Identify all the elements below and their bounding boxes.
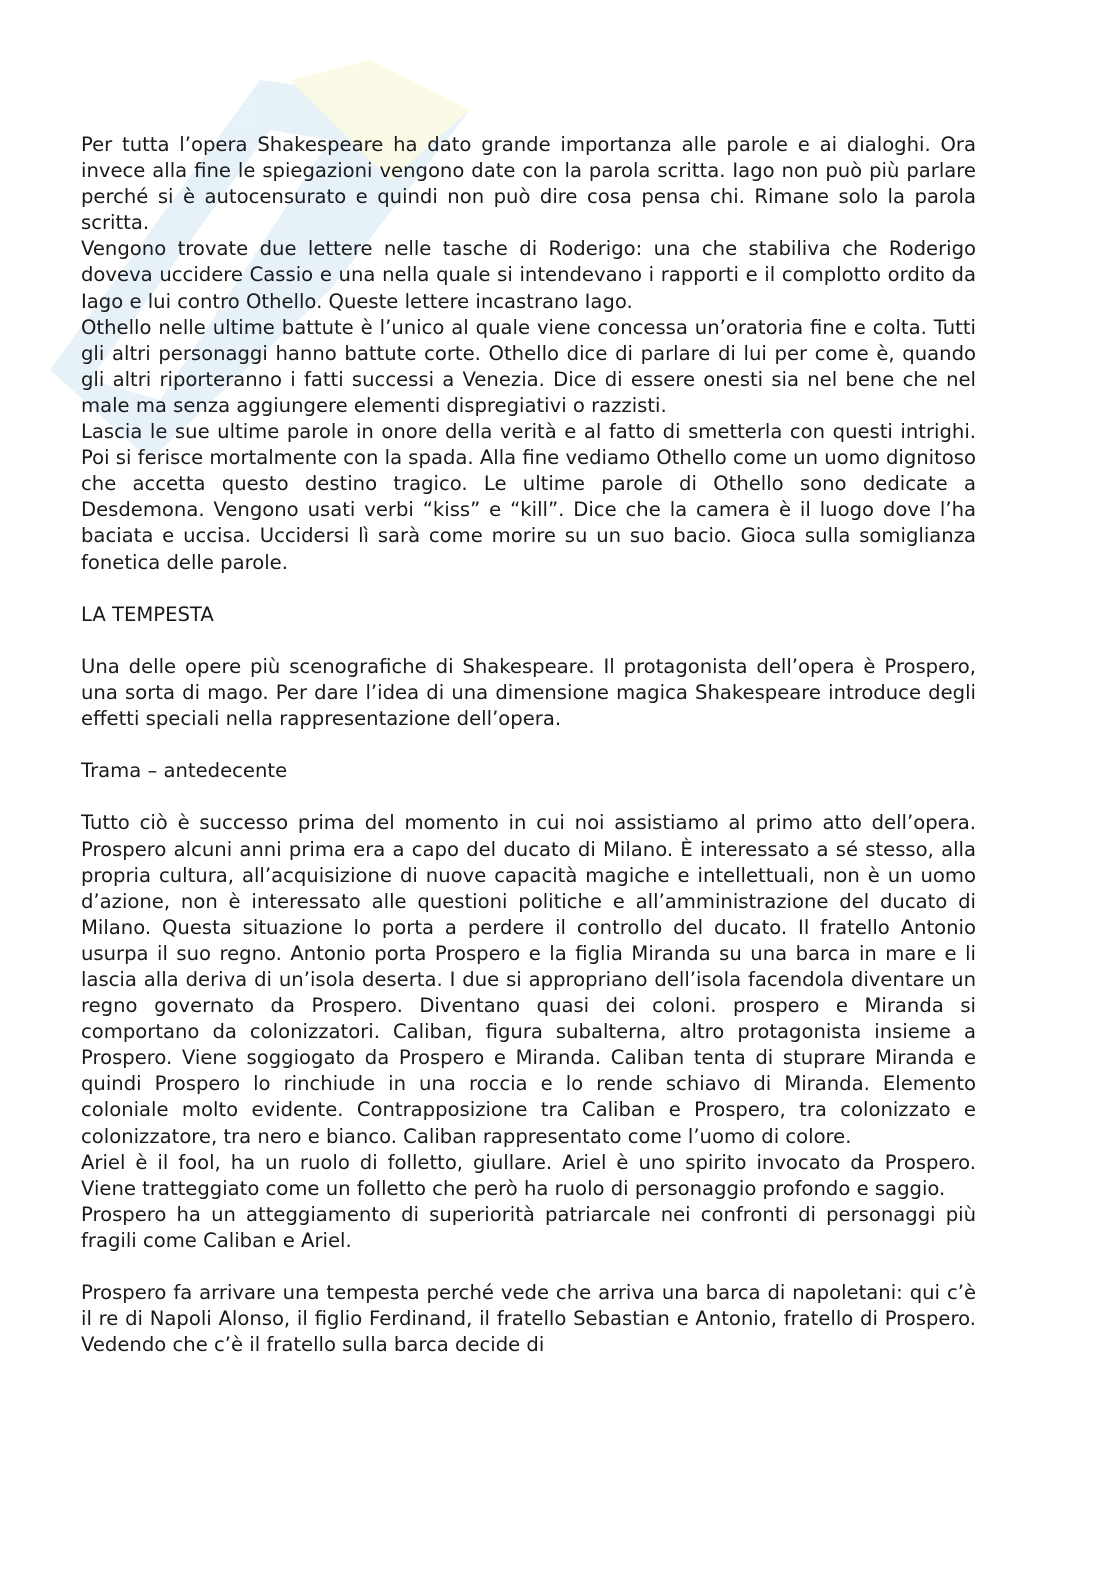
document-body (81, 132, 976, 1358)
paragraph-prospero-superiority: Prospero ha un atteggiamento di superiorità patriarcale nei confronti di personaggi più fragili come Caliban e Ariel. (81, 1202, 976, 1252)
spacer (81, 732, 976, 758)
spacer (81, 576, 976, 602)
spacer (81, 784, 976, 810)
paragraph-roderigo-letters: Vengono trovate due lettere nelle tasche di Roderigo: una che stabiliva che Roderigo doveva uccidere Cassio e una nella quale si intendevano i rapporti e il complotto ordito da Iago e lui contro Othello. Queste lettere incastrano Iago. (81, 237, 976, 313)
spacer (81, 1254, 976, 1280)
paragraph-tempesta-intro: Una delle opere più scenografiche di Shakespeare. Il protagonista dell’opera è Prospero, una sorta di mago. Per dare l’idea di una dimensione magica Shakespeare introduce degli effetti speciali nella rappresentazione dell’opera. (81, 654, 976, 731)
paragraph-ariel: Ariel è il fool, ha un ruolo di folletto, giullare. Ariel è uno spirito invocato da Prospero. Viene tratteggiato come un folletto che però ha ruolo di personaggio profondo e saggio. (81, 1150, 976, 1200)
spacer (81, 628, 976, 654)
paragraph-tempesta-arrival: Prospero fa arrivare una tempesta perché vede che arriva una barca di napoletani: qui c’è il re di Napoli Alonso, il figlio Ferdinand, il fratello Sebastian e Antonio, fratello di Prospero. Vedendo che c’è il fratello sulla barca decide di (81, 1281, 976, 1357)
paragraph-othello-death: Lascia le sue ultime parole in onore della verità e al fatto di smetterla con questi intrighi. Poi si ferisce mortalmente con la spada. Alla fine vediamo Othello come un uomo dignitoso che accetta questo destino tragico. Le ultime parole di Othello sono dedicate a Desdemona. Vengono usati verbi “kiss” e “kill”. Dice che la camera è il luogo dove l’ha baciata e uccisa. Uccidersi lì sarà come morire su un suo bacio. Gioca sulla somiglianza fonetica delle parole. (81, 420, 976, 574)
section-heading-trama: Trama – antedecente (81, 759, 288, 783)
paragraph-trama-antecedente: Tutto ciò è successo prima del momento in cui noi assistiamo al primo atto dell’opera. Prospero alcuni anni prima era a capo del ducato di Milano. È interessato a sé stesso, alla propria cultura, all’acquisizione di nuove capacità magiche e intellettuali, non è un uomo d’azione, non è interessato alle questioni politiche e all’amministrazione del ducato di Milano. Questa situazione lo porta a perdere il controllo del ducato. Il fratello Antonio usurpa il suo regno. Antonio porta Prospero e la figlia Miranda su una barca in mare e li lascia alla deriva di un’isola deserta. I due si appropriano dell’isola facendola diventare un regno governato da Prospero. Diventano quasi dei coloni. prospero e Miranda si comportano da colonizzatori. Caliban, figura subalterna, altro protagonista insieme a Prospero. Viene soggiogato da Prospero e Miranda. Caliban tenta di stuprare Miranda e quindi Prospero lo rinchiude in una roccia e lo rende schiavo di Miranda. Elemento coloniale molto evidente. Contrapposizione tra Caliban e Prospero, tra colonizzato e colonizzatore, tra nero e bianco. Caliban rappresentato come l’uomo di colore. (81, 811, 976, 1148)
section-heading-la-tempesta: LA TEMPESTA (81, 602, 214, 626)
paragraph-letters-intro: Per tutta l’opera Shakespeare ha dato grande importanza alle parole e ai dialoghi. Ora invece alla fine le spiegazioni vengono date con la parola scritta. Iago non può più parlare perché si è autocensurato e quindi non può dire cosa pensa chi. Rimane solo la parola scritta. (81, 133, 976, 235)
paragraph-othello-oratory: Othello nelle ultime battute è l’unico al quale viene concessa un’oratoria fine e colta. Tutti gli altri personaggi hanno battute corte. Othello dice di parlare di lui per come è, quando gli altri riporteranno i fatti successi a Venezia. Dice di essere onesti sia nel bene che nel male ma senza aggiungere elementi dispregiativi o razzisti. (81, 315, 976, 417)
